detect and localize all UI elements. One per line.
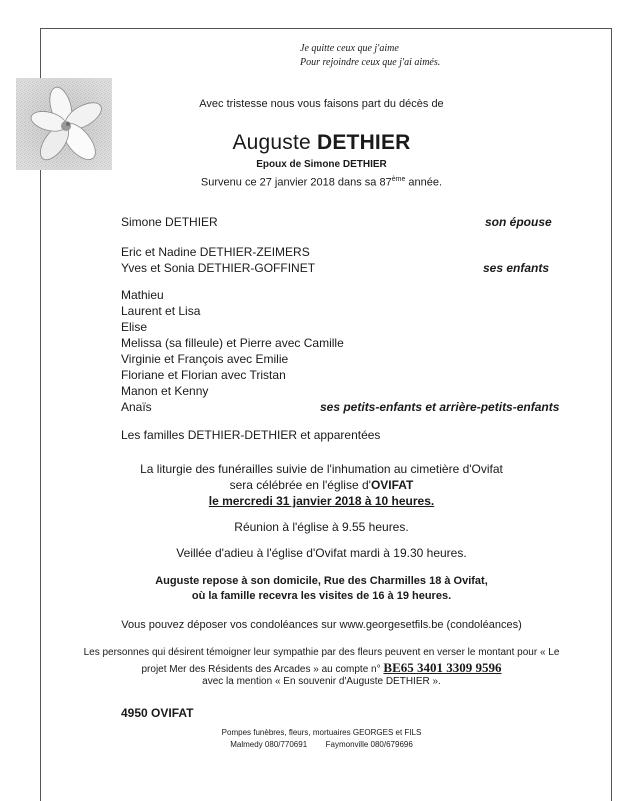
death-date-suffix: année. [405, 176, 443, 189]
deceased-first-name: Auguste [232, 131, 311, 154]
intro-text: Avec tristesse nous vous faisons part du décès de [199, 98, 444, 110]
rest-line-2: où la famille recevra les visites de 16 à 19 heures. [191, 590, 452, 602]
death-date-sup: ème [391, 176, 406, 183]
funeral-line-1: La liturgie des funérailles suivie de l'inhumation au cimetière d'Ovifat [140, 462, 503, 476]
grandchild-name: Mathieu [121, 288, 164, 302]
children-role: ses enfants [483, 261, 550, 275]
grandchild-name: Anaïs [121, 400, 152, 414]
funeral-line-2-text: sera célébrée en l'église d' [229, 478, 371, 492]
funeral-place: OVIFAT [370, 478, 414, 492]
poem-line-1: Je quitte ceux que j'aime [300, 43, 399, 54]
grandchildren-role: ses petits-enfants et arrière-petits-enfants [320, 400, 560, 414]
grandchild-name: Manon et Kenny [121, 384, 209, 398]
deceased-last-name: DETHIER [316, 131, 411, 154]
rest-line-1: Auguste repose à son domicile, Rue des Charmilles 18 à Ovifat, [155, 575, 488, 587]
donation-line-3: avec la mention « En souvenir d'Auguste DETHIER ». [202, 676, 441, 687]
footer-malmedy: Malmedy 080/770691 [230, 740, 308, 749]
footer-faymonville: Faymonville 080/679696 [325, 740, 413, 749]
vigil-time: Veillée d'adieu à l'église d'Ovifat mardi à 19.30 heures. [176, 546, 467, 560]
grandchild-name: Laurent et Lisa [121, 304, 201, 318]
grandchild-name: Virginie et François avec Emilie [121, 352, 289, 366]
death-date-line [0, 176, 643, 189]
funeral-line-2 [0, 478, 643, 492]
child-name: Yves et Sonia DETHIER-GOFFINET [121, 261, 316, 275]
bank-account: BE65 3401 3309 9596 [383, 660, 502, 675]
condolences-text: Vous pouvez déposer vos condoléances sur www.georgesetfils.be (condoléances) [121, 619, 522, 631]
footer-phones [0, 740, 643, 749]
funeral-date: le mercredi 31 janvier 2018 à 10 heures. [208, 494, 435, 508]
child-name: Eric et Nadine DETHIER-ZEIMERS [121, 245, 310, 259]
donation-line-2-text: projet Mer des Résidents des Arcades » au compte n° [141, 664, 381, 675]
meeting-time: Réunion à l'église à 9.55 heures. [234, 520, 409, 534]
other-families: Les familles DETHIER-DETHIER et apparentées [121, 428, 381, 442]
poem [300, 42, 440, 70]
deceased-name [0, 131, 643, 155]
grandchild-name: Floriane et Florian avec Tristan [121, 368, 286, 382]
spouse-line: Epoux de Simone DETHIER [256, 159, 387, 170]
donation-line-1: Les personnes qui désirent témoigner leur sympathie par des fleurs peuvent en verser le montant pour « Le [83, 647, 560, 658]
donation-line-2 [0, 660, 643, 676]
footer-company: Pompes funèbres, fleurs, mortuaires GEORGES et FILS [221, 728, 422, 737]
grandchild-name: Elise [121, 320, 148, 334]
spouse-role: son épouse [485, 215, 552, 229]
flower-image [16, 78, 112, 170]
poem-line-2: Pour rejoindre ceux que j'ai aimés. [300, 57, 441, 68]
death-date-text: Survenu ce 27 janvier 2018 dans sa 87 [200, 176, 392, 189]
spouse-name: Simone DETHIER [121, 215, 218, 229]
address: 4950 OVIFAT [121, 706, 194, 720]
grandchild-name: Melissa (sa filleule) et Pierre avec Camille [121, 336, 344, 350]
